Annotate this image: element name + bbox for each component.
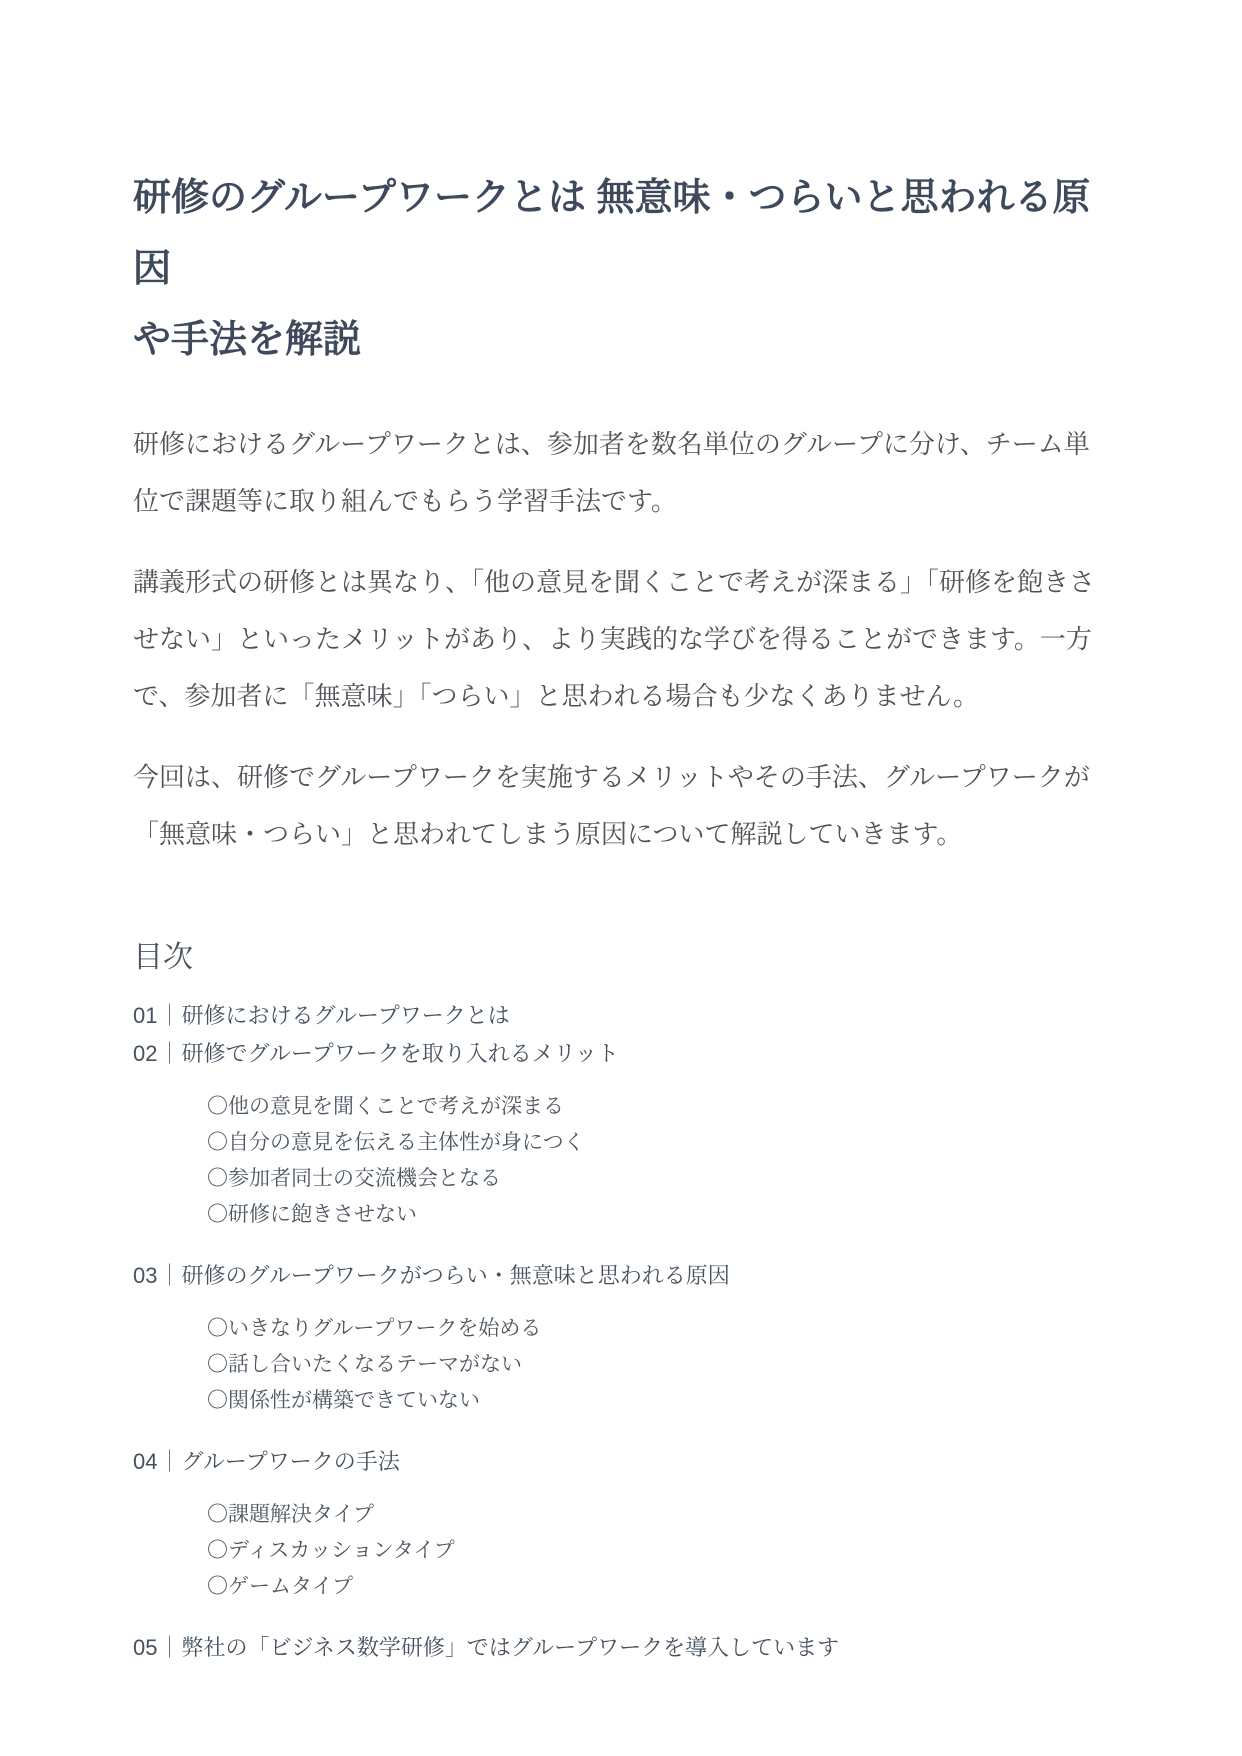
- toc-item-divider: ｜: [158, 1635, 181, 1660]
- toc-item-02: [133, 1035, 1113, 1073]
- toc-item-label: 研修におけるグループワークとは: [181, 1003, 510, 1028]
- toc-subitem: 〇ディスカッションタイプ: [207, 1539, 455, 1562]
- toc-subitem: 〇研修に飽きさせない: [207, 1203, 417, 1226]
- toc-sublist-04: [133, 1497, 1113, 1605]
- title-line-1: 研修のグループワークとは 無意味・つらいと思われる原因: [133, 177, 1091, 290]
- toc-item-number: 05: [133, 1635, 158, 1660]
- toc-item-number: 02: [133, 1041, 158, 1066]
- toc-item-label: グループワークの手法: [181, 1449, 400, 1474]
- toc-item-number: 03: [133, 1263, 158, 1288]
- toc-item-divider: ｜: [158, 1003, 181, 1028]
- toc-subitem: 〇ゲームタイプ: [207, 1575, 353, 1598]
- toc-subitem: 〇課題解決タイプ: [207, 1503, 374, 1526]
- toc-subitem: 〇参加者同士の交流機会となる: [207, 1167, 501, 1190]
- toc-item-05: [133, 1629, 1113, 1667]
- article-title: [133, 163, 1113, 376]
- toc-sublist-02: [133, 1089, 1113, 1233]
- toc-heading: 目次: [133, 941, 193, 974]
- intro-paragraph-2: 講義形式の研修とは異なり、「他の意見を聞くことで考えが深まる」「研修を飽きさせない」といったメリットがあり、より実践的な学びを得ることができます。一方で、参加者に「無意味」「つらい」と思われる場合も少なくありません。: [133, 567, 1096, 711]
- toc-item-04: [133, 1443, 1113, 1481]
- toc-subitem: 〇自分の意見を伝える主体性が身につく: [207, 1131, 585, 1154]
- toc-subitem: 〇他の意見を聞くことで考えが深まる: [207, 1095, 564, 1118]
- intro-paragraph-1: 研修におけるグループワークとは、参加者を数名単位のグループに分け、チーム単位で課題等に取り組んでもらう学習手法です。: [133, 429, 1090, 516]
- toc-item-divider: ｜: [158, 1041, 181, 1066]
- toc-sublist-03: [133, 1311, 1113, 1419]
- toc-item-01: [133, 997, 1113, 1035]
- toc-item-label: 研修のグループワークがつらい・無意味と思われる原因: [181, 1263, 730, 1288]
- toc-subitem: 〇関係性が構築できていない: [207, 1389, 480, 1412]
- toc-subitem: 〇いきなりグループワークを始める: [207, 1317, 542, 1340]
- toc-item-03: [133, 1257, 1113, 1295]
- title-line-2: や手法を解説: [133, 319, 362, 361]
- toc-item-number: 04: [133, 1449, 158, 1474]
- toc-item-divider: ｜: [158, 1263, 181, 1288]
- toc-list: [133, 997, 1113, 1667]
- toc-item-label: 弊社の「ビジネス数学研修」ではグループワークを導入しています: [181, 1635, 840, 1660]
- toc-item-divider: ｜: [158, 1449, 181, 1474]
- toc-item-number: 01: [133, 1003, 158, 1028]
- toc-subitem: 〇話し合いたくなるテーマがない: [207, 1353, 522, 1376]
- intro-paragraph-3: 今回は、研修でグループワークを実施するメリットやその手法、グループワークが「無意味・つらい」と思われてしまう原因について解説していきます。: [133, 762, 1090, 849]
- toc-item-label: 研修でグループワークを取り入れるメリット: [181, 1041, 619, 1066]
